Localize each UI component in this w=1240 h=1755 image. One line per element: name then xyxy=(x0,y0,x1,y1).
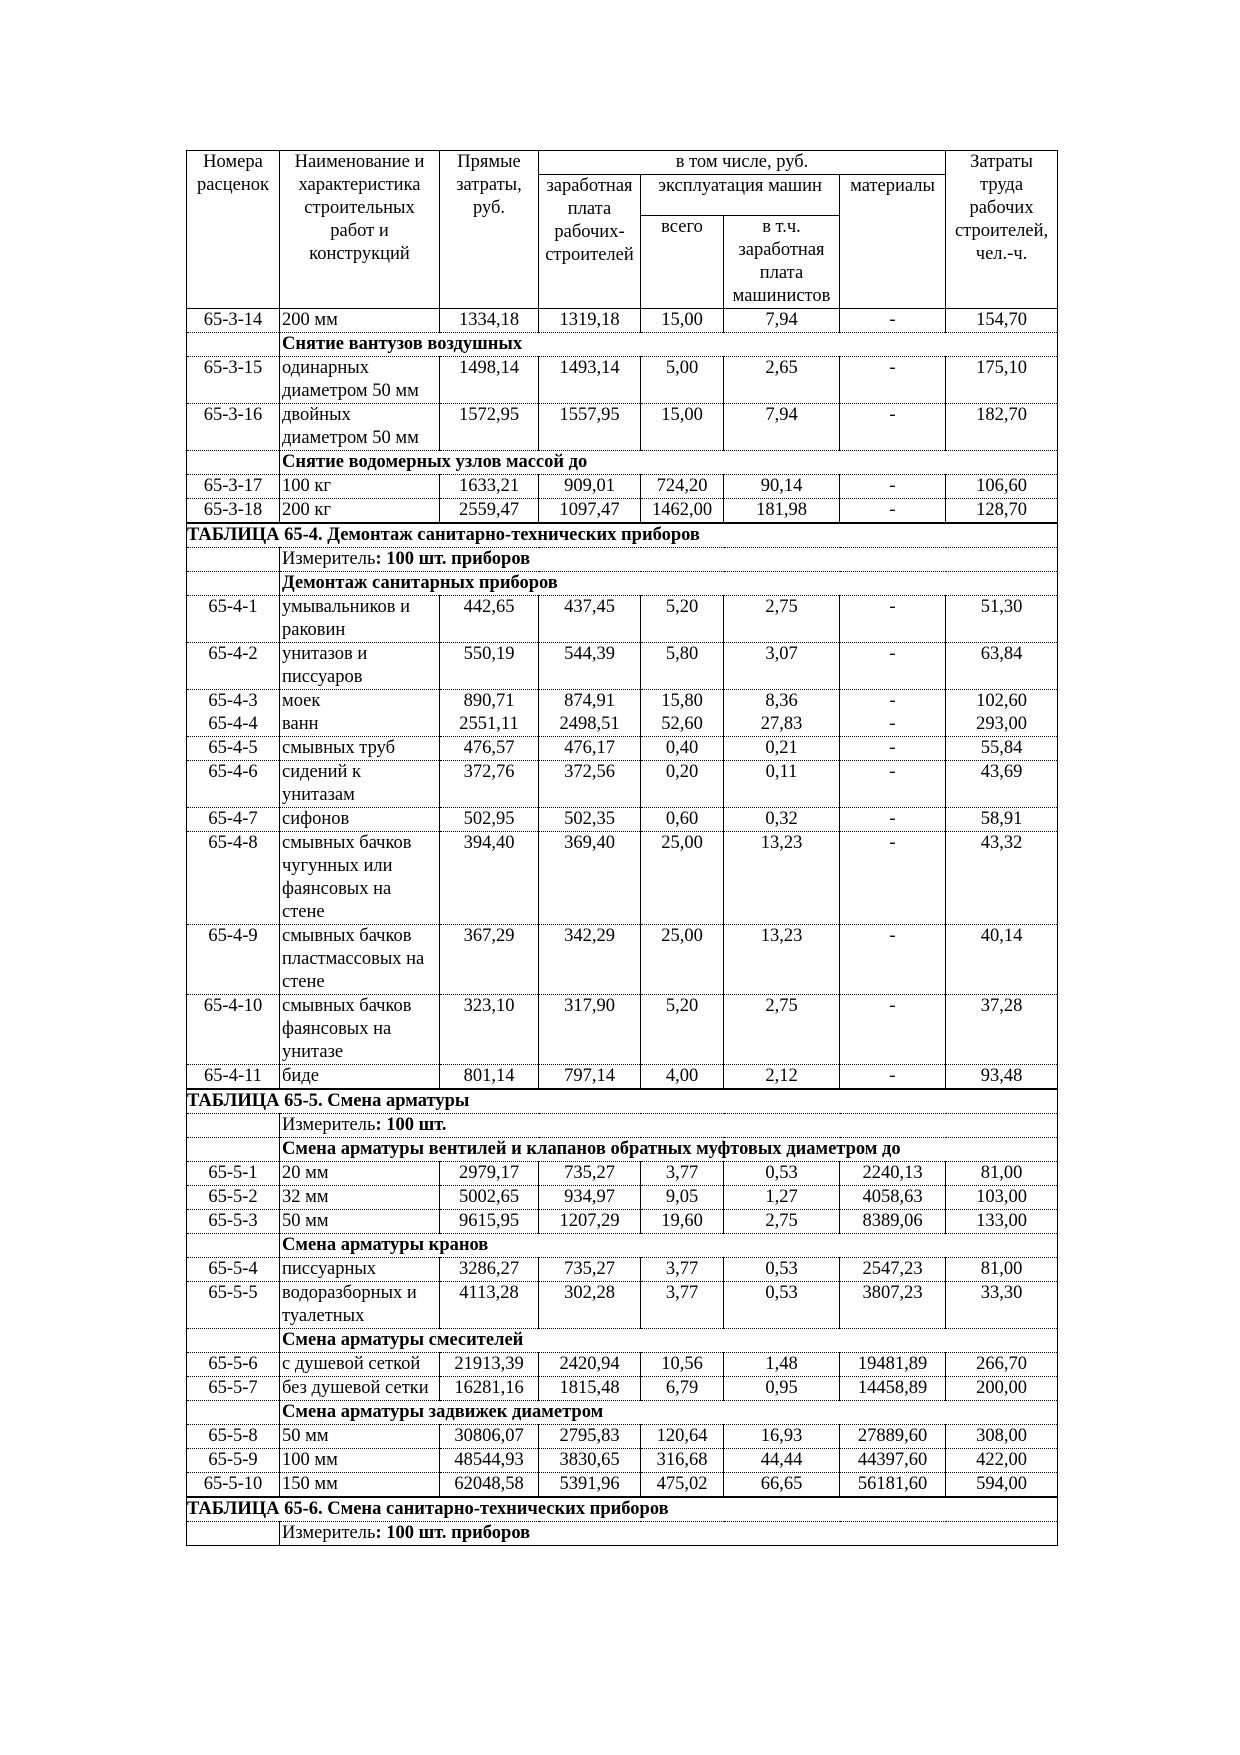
machine-wage: 0,53 xyxy=(724,1282,840,1329)
rate-code: 65-5-9 xyxy=(187,1449,280,1473)
machine-wage: 0,11 xyxy=(724,761,840,808)
direct-costs: 16281,16 xyxy=(440,1377,539,1401)
wage: 476,17 xyxy=(539,737,641,761)
materials: - xyxy=(840,309,946,333)
work-name xyxy=(280,690,440,737)
section-spacer xyxy=(187,333,280,357)
work-name: 200 кг xyxy=(280,499,440,524)
section-heading: Смена арматуры задвижек диаметром xyxy=(280,1401,1058,1425)
machine-total xyxy=(641,690,724,737)
rate-code: 65-5-2 xyxy=(187,1186,280,1210)
machine-total: 25,00 xyxy=(641,925,724,995)
wage: 1815,48 xyxy=(539,1377,641,1401)
direct-costs: 367,29 xyxy=(440,925,539,995)
wage-second: 2498,51 xyxy=(559,714,620,734)
direct-costs: 5002,65 xyxy=(440,1186,539,1210)
wage-first: 874,91 xyxy=(564,691,615,711)
table-title-row xyxy=(187,523,1058,548)
work-name: без душевой сетки xyxy=(280,1377,440,1401)
direct-costs: 9615,95 xyxy=(440,1210,539,1234)
header-including: в том числе, руб. xyxy=(539,151,946,175)
machine-wage xyxy=(724,690,840,737)
direct-costs: 372,76 xyxy=(440,761,539,808)
table-row xyxy=(187,1258,1058,1282)
header-machine-wage: в т.ч. заработная плата машинистов xyxy=(724,216,840,309)
machine-wage-second: 27,83 xyxy=(760,714,803,734)
measure-row xyxy=(187,1114,1058,1138)
materials: 2240,13 xyxy=(840,1162,946,1186)
rate-code-first: 65-4-3 xyxy=(208,691,258,711)
machine-total: 1462,00 xyxy=(641,499,724,524)
work-name: смывных бачков пластмассовых на стене xyxy=(280,925,440,995)
measure-label: Измеритель xyxy=(282,549,376,569)
labor: 175,10 xyxy=(946,357,1058,404)
labor: 93,48 xyxy=(946,1065,1058,1090)
table-row xyxy=(187,596,1058,643)
measure-value: : 100 шт. приборов xyxy=(375,549,531,569)
table-body xyxy=(187,309,1058,1546)
labor: 81,00 xyxy=(946,1258,1058,1282)
machine-wage: 16,93 xyxy=(724,1425,840,1449)
machine-wage: 13,23 xyxy=(724,832,840,925)
wage: 1557,95 xyxy=(539,404,641,451)
work-name-second: ванн xyxy=(282,714,319,734)
section-spacer xyxy=(187,1138,280,1162)
work-name: одинарных диаметром 50 мм xyxy=(280,357,440,404)
direct-costs: 62048,58 xyxy=(440,1473,539,1498)
wage: 1319,18 xyxy=(539,309,641,333)
machine-wage: 1,48 xyxy=(724,1353,840,1377)
labor: 133,00 xyxy=(946,1210,1058,1234)
materials: - xyxy=(840,925,946,995)
materials: 56181,60 xyxy=(840,1473,946,1498)
materials xyxy=(840,690,946,737)
machine-total: 5,20 xyxy=(641,995,724,1065)
section-spacer xyxy=(187,1234,280,1258)
labor: 128,70 xyxy=(946,499,1058,524)
rate-code: 65-4-1 xyxy=(187,596,280,643)
machine-total: 3,77 xyxy=(641,1258,724,1282)
wage: 437,45 xyxy=(539,596,641,643)
materials: - xyxy=(840,761,946,808)
rate-code: 65-5-5 xyxy=(187,1282,280,1329)
rate-code: 65-5-7 xyxy=(187,1377,280,1401)
work-name: биде xyxy=(280,1065,440,1090)
work-name: писсуарных xyxy=(280,1258,440,1282)
work-name: 20 мм xyxy=(280,1162,440,1186)
labor: 58,91 xyxy=(946,808,1058,832)
wage: 735,27 xyxy=(539,1258,641,1282)
table-row xyxy=(187,1186,1058,1210)
table-row xyxy=(187,808,1058,832)
machine-wage: 7,94 xyxy=(724,309,840,333)
labor xyxy=(946,690,1058,737)
machine-total: 5,20 xyxy=(641,596,724,643)
table-row xyxy=(187,499,1058,524)
rate-code: 65-4-2 xyxy=(187,643,280,690)
direct-costs: 1633,21 xyxy=(440,475,539,499)
measure-cell xyxy=(280,548,1058,572)
direct-costs: 3286,27 xyxy=(440,1258,539,1282)
materials: - xyxy=(840,832,946,925)
machine-wage: 1,27 xyxy=(724,1186,840,1210)
measure-row xyxy=(187,1522,1058,1546)
rate-code: 65-5-3 xyxy=(187,1210,280,1234)
labor: 81,00 xyxy=(946,1162,1058,1186)
machine-wage: 2,75 xyxy=(724,596,840,643)
machine-total: 19,60 xyxy=(641,1210,724,1234)
wage: 317,90 xyxy=(539,995,641,1065)
machine-wage: 2,75 xyxy=(724,995,840,1065)
header-materials: материалы xyxy=(840,175,946,309)
labor: 182,70 xyxy=(946,404,1058,451)
machine-wage: 0,21 xyxy=(724,737,840,761)
labor: 594,00 xyxy=(946,1473,1058,1498)
table-row xyxy=(187,1065,1058,1090)
section-row xyxy=(187,572,1058,596)
labor: 43,32 xyxy=(946,832,1058,925)
machine-wage: 2,65 xyxy=(724,357,840,404)
materials: 2547,23 xyxy=(840,1258,946,1282)
machine-total: 724,20 xyxy=(641,475,724,499)
materials-second: - xyxy=(889,714,896,734)
table-title: ТАБЛИЦА 65-5. Смена арматуры xyxy=(187,1089,1058,1114)
machine-total: 15,00 xyxy=(641,404,724,451)
materials: 14458,89 xyxy=(840,1377,946,1401)
direct-costs: 801,14 xyxy=(440,1065,539,1090)
machine-total: 5,80 xyxy=(641,643,724,690)
rate-code: 65-3-18 xyxy=(187,499,280,524)
machine-total: 15,00 xyxy=(641,309,724,333)
price-table-page xyxy=(186,150,1057,1546)
rate-code: 65-4-5 xyxy=(187,737,280,761)
table-row xyxy=(187,832,1058,925)
wage: 1097,47 xyxy=(539,499,641,524)
labor-first: 102,60 xyxy=(976,691,1027,711)
machine-total: 0,40 xyxy=(641,737,724,761)
table-row xyxy=(187,995,1058,1065)
table-row xyxy=(187,643,1058,690)
measure-spacer xyxy=(187,548,280,572)
wage: 502,35 xyxy=(539,808,641,832)
work-name: сидений к унитазам xyxy=(280,761,440,808)
direct-costs: 4113,28 xyxy=(440,1282,539,1329)
materials: - xyxy=(840,499,946,524)
machine-total: 9,05 xyxy=(641,1186,724,1210)
table-row xyxy=(187,1282,1058,1329)
measure-spacer xyxy=(187,1114,280,1138)
wage xyxy=(539,690,641,737)
wage: 544,39 xyxy=(539,643,641,690)
direct-costs: 502,95 xyxy=(440,808,539,832)
section-heading: Смена арматуры кранов xyxy=(280,1234,1058,1258)
labor: 422,00 xyxy=(946,1449,1058,1473)
rate-code: 65-5-4 xyxy=(187,1258,280,1282)
machine-wage-first: 8,36 xyxy=(765,691,798,711)
machine-wage: 0,95 xyxy=(724,1377,840,1401)
section-row xyxy=(187,1329,1058,1353)
work-name: умывальников и раковин xyxy=(280,596,440,643)
rate-code: 65-4-9 xyxy=(187,925,280,995)
machine-wage: 13,23 xyxy=(724,925,840,995)
work-name: 50 мм xyxy=(280,1425,440,1449)
machine-total: 475,02 xyxy=(641,1473,724,1498)
table-title: ТАБЛИЦА 65-6. Смена санитарно-технических приборов xyxy=(187,1497,1058,1522)
labor: 37,28 xyxy=(946,995,1058,1065)
materials: - xyxy=(840,475,946,499)
labor: 200,00 xyxy=(946,1377,1058,1401)
section-heading: Смена арматуры смесителей xyxy=(280,1329,1058,1353)
table-title-row xyxy=(187,1497,1058,1522)
table-row xyxy=(187,1473,1058,1498)
table-row xyxy=(187,1210,1058,1234)
wage: 3830,65 xyxy=(539,1449,641,1473)
direct-costs: 48544,93 xyxy=(440,1449,539,1473)
labor: 51,30 xyxy=(946,596,1058,643)
section-spacer xyxy=(187,572,280,596)
price-table xyxy=(186,150,1058,1546)
direct-costs: 476,57 xyxy=(440,737,539,761)
wage: 909,01 xyxy=(539,475,641,499)
machine-wage: 0,53 xyxy=(724,1258,840,1282)
machine-total: 0,60 xyxy=(641,808,724,832)
labor: 55,84 xyxy=(946,737,1058,761)
table-title-row xyxy=(187,1089,1058,1114)
wage: 1493,14 xyxy=(539,357,641,404)
machine-wage: 3,07 xyxy=(724,643,840,690)
rate-code: 65-4-8 xyxy=(187,832,280,925)
table-header xyxy=(187,151,1058,309)
work-name: 50 мм xyxy=(280,1210,440,1234)
work-name: смывных бачков фаянсовых на унитазе xyxy=(280,995,440,1065)
direct-costs: 323,10 xyxy=(440,995,539,1065)
wage: 735,27 xyxy=(539,1162,641,1186)
table-row xyxy=(187,690,1058,737)
work-name: сифонов xyxy=(280,808,440,832)
rate-code: 65-3-15 xyxy=(187,357,280,404)
work-name: 100 мм xyxy=(280,1449,440,1473)
section-heading: Демонтаж санитарных приборов xyxy=(280,572,1058,596)
labor: 103,00 xyxy=(946,1186,1058,1210)
machine-total: 6,79 xyxy=(641,1377,724,1401)
rate-code: 65-3-16 xyxy=(187,404,280,451)
header-labor: Затраты труда рабочих строителей, чел.-ч. xyxy=(946,151,1058,309)
table-row xyxy=(187,1425,1058,1449)
measure-value: : 100 шт. приборов xyxy=(375,1523,531,1543)
materials: - xyxy=(840,643,946,690)
table-row xyxy=(187,1162,1058,1186)
section-row xyxy=(187,1401,1058,1425)
machine-wage: 90,14 xyxy=(724,475,840,499)
table-row xyxy=(187,475,1058,499)
work-name: водоразборных и туалетных xyxy=(280,1282,440,1329)
labor: 40,14 xyxy=(946,925,1058,995)
section-row xyxy=(187,1138,1058,1162)
machine-total: 3,77 xyxy=(641,1162,724,1186)
work-name: унитазов и писсуаров xyxy=(280,643,440,690)
wage: 342,29 xyxy=(539,925,641,995)
labor: 33,30 xyxy=(946,1282,1058,1329)
table-title: ТАБЛИЦА 65-4. Демонтаж санитарно-технических приборов xyxy=(187,523,1058,548)
rate-code: 65-4-6 xyxy=(187,761,280,808)
machine-wage: 44,44 xyxy=(724,1449,840,1473)
direct-costs: 1498,14 xyxy=(440,357,539,404)
wage: 5391,96 xyxy=(539,1473,641,1498)
table-row xyxy=(187,1449,1058,1473)
materials: - xyxy=(840,808,946,832)
direct-costs: 30806,07 xyxy=(440,1425,539,1449)
work-name: смывных труб xyxy=(280,737,440,761)
wage: 934,97 xyxy=(539,1186,641,1210)
machine-total: 10,56 xyxy=(641,1353,724,1377)
section-spacer xyxy=(187,451,280,475)
direct-costs-second: 2551,11 xyxy=(459,714,519,734)
direct-costs: 2979,17 xyxy=(440,1162,539,1186)
section-row xyxy=(187,451,1058,475)
materials: - xyxy=(840,1065,946,1090)
work-name: смывных бачков чугунных или фаянсовых на стене xyxy=(280,832,440,925)
work-name-first: моек xyxy=(282,691,321,711)
machine-wage: 0,32 xyxy=(724,808,840,832)
header-name: Наименование и характеристика строительных работ и конструкций xyxy=(280,151,440,309)
wage: 797,14 xyxy=(539,1065,641,1090)
labor: 266,70 xyxy=(946,1353,1058,1377)
section-heading: Снятие вантузов воздушных xyxy=(280,333,1058,357)
wage: 2420,94 xyxy=(539,1353,641,1377)
rate-code: 65-3-17 xyxy=(187,475,280,499)
machine-total: 316,68 xyxy=(641,1449,724,1473)
machine-wage: 181,98 xyxy=(724,499,840,524)
direct-costs: 394,40 xyxy=(440,832,539,925)
labor: 43,69 xyxy=(946,761,1058,808)
section-spacer xyxy=(187,1401,280,1425)
machine-total: 5,00 xyxy=(641,357,724,404)
rate-code: 65-5-10 xyxy=(187,1473,280,1498)
labor: 154,70 xyxy=(946,309,1058,333)
table-row xyxy=(187,925,1058,995)
work-name: 32 мм xyxy=(280,1186,440,1210)
labor: 106,60 xyxy=(946,475,1058,499)
measure-spacer xyxy=(187,1522,280,1546)
materials: 44397,60 xyxy=(840,1449,946,1473)
section-heading: Снятие водомерных узлов массой до xyxy=(280,451,1058,475)
direct-costs: 1572,95 xyxy=(440,404,539,451)
materials: 27889,60 xyxy=(840,1425,946,1449)
work-name: 200 мм xyxy=(280,309,440,333)
table-row xyxy=(187,1377,1058,1401)
section-heading: Смена арматуры вентилей и клапанов обратных муфтовых диаметром до xyxy=(280,1138,1058,1162)
direct-costs: 2559,47 xyxy=(440,499,539,524)
measure-label: Измеритель xyxy=(282,1523,376,1543)
work-name: 150 мм xyxy=(280,1473,440,1498)
wage: 372,56 xyxy=(539,761,641,808)
wage: 369,40 xyxy=(539,832,641,925)
table-row xyxy=(187,309,1058,333)
table-row xyxy=(187,737,1058,761)
rate-code: 65-5-6 xyxy=(187,1353,280,1377)
header-direct-costs: Прямые затраты, руб. xyxy=(440,151,539,309)
section-row xyxy=(187,1234,1058,1258)
materials: 8389,06 xyxy=(840,1210,946,1234)
section-row xyxy=(187,333,1058,357)
rate-code-second: 65-4-4 xyxy=(208,714,258,734)
measure-cell xyxy=(280,1522,1058,1546)
materials-first: - xyxy=(889,691,896,711)
machine-total: 3,77 xyxy=(641,1282,724,1329)
header-code: Номера расценок xyxy=(187,151,280,309)
direct-costs-first: 890,71 xyxy=(463,691,515,711)
work-name: 100 кг xyxy=(280,475,440,499)
header-machine-operation: эксплуатация машин xyxy=(641,175,840,216)
direct-costs xyxy=(440,690,539,737)
table-row xyxy=(187,404,1058,451)
measure-label: Измеритель xyxy=(282,1115,376,1135)
direct-costs: 550,19 xyxy=(440,643,539,690)
measure-cell xyxy=(280,1114,1058,1138)
measure-row xyxy=(187,548,1058,572)
direct-costs: 442,65 xyxy=(440,596,539,643)
machine-total: 4,00 xyxy=(641,1065,724,1090)
table-row xyxy=(187,357,1058,404)
machine-total: 0,20 xyxy=(641,761,724,808)
rate-code: 65-5-8 xyxy=(187,1425,280,1449)
rate-code: 65-4-7 xyxy=(187,808,280,832)
header-machine-total: всего xyxy=(641,216,724,309)
rate-code: 65-5-1 xyxy=(187,1162,280,1186)
materials: - xyxy=(840,404,946,451)
labor-second: 293,00 xyxy=(976,714,1027,734)
direct-costs: 1334,18 xyxy=(440,309,539,333)
wage: 302,28 xyxy=(539,1282,641,1329)
machine-wage: 7,94 xyxy=(724,404,840,451)
materials: - xyxy=(840,357,946,404)
rate-code: 65-3-14 xyxy=(187,309,280,333)
machine-wage: 66,65 xyxy=(724,1473,840,1498)
machine-wage: 2,12 xyxy=(724,1065,840,1090)
labor: 308,00 xyxy=(946,1425,1058,1449)
direct-costs: 21913,39 xyxy=(440,1353,539,1377)
machine-total-first: 15,80 xyxy=(661,691,703,711)
materials: 19481,89 xyxy=(840,1353,946,1377)
table-row xyxy=(187,761,1058,808)
rate-code: 65-4-10 xyxy=(187,995,280,1065)
materials: 3807,23 xyxy=(840,1282,946,1329)
section-spacer xyxy=(187,1329,280,1353)
table-row xyxy=(187,1353,1058,1377)
machine-wage: 2,75 xyxy=(724,1210,840,1234)
header-wage: заработная плата рабочих-строителей xyxy=(539,175,641,309)
labor: 63,84 xyxy=(946,643,1058,690)
machine-total-second: 52,60 xyxy=(661,714,703,734)
materials: - xyxy=(840,596,946,643)
machine-total: 120,64 xyxy=(641,1425,724,1449)
machine-total: 25,00 xyxy=(641,832,724,925)
machine-wage: 0,53 xyxy=(724,1162,840,1186)
work-name: двойных диаметром 50 мм xyxy=(280,404,440,451)
materials: - xyxy=(840,737,946,761)
wage: 2795,83 xyxy=(539,1425,641,1449)
wage: 1207,29 xyxy=(539,1210,641,1234)
measure-value: : 100 шт. xyxy=(375,1115,447,1135)
materials: 4058,63 xyxy=(840,1186,946,1210)
materials: - xyxy=(840,995,946,1065)
work-name: с душевой сеткой xyxy=(280,1353,440,1377)
rate-code xyxy=(187,690,280,737)
rate-code: 65-4-11 xyxy=(187,1065,280,1090)
